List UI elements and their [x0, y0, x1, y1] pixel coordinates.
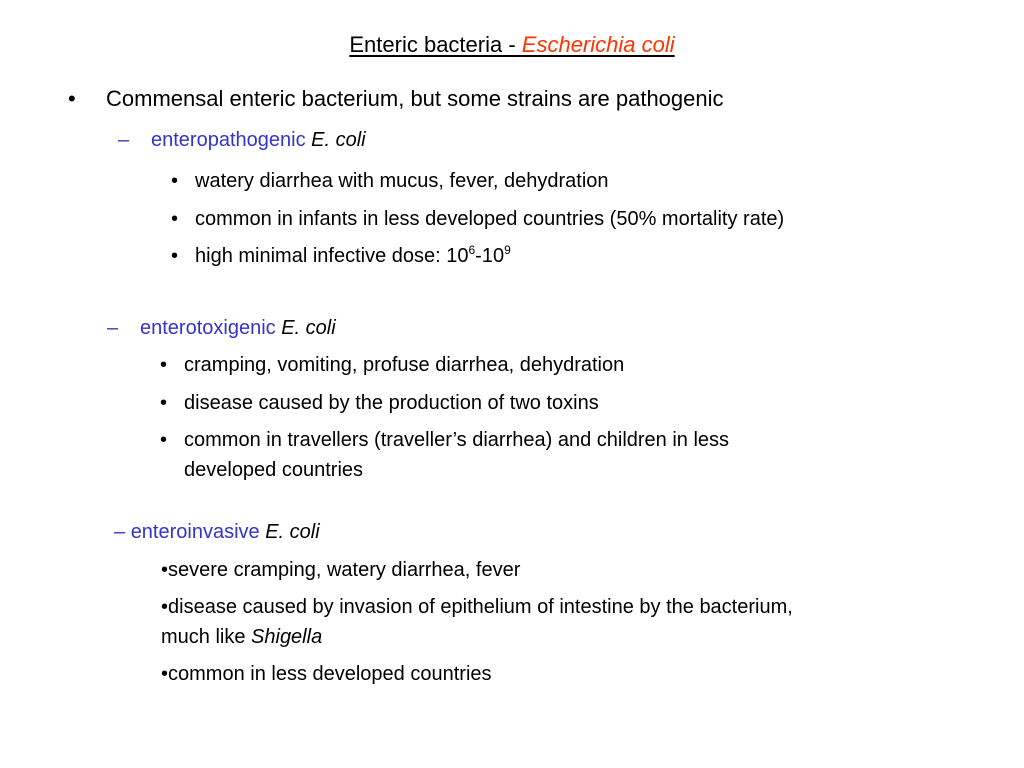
enteropathogenic-bullet-2: common in infants in less developed countries (50% mortality rate)	[195, 208, 785, 230]
enteroinvasive-species: E. coli	[265, 521, 320, 543]
enteroinvasive-heading	[114, 518, 320, 546]
enteropathogenic-heading	[151, 126, 366, 154]
enteroinvasive-bullet-1: •severe cramping, watery diarrhea, fever	[161, 559, 521, 581]
title-species: Escherichia coli	[521, 32, 675, 57]
enteropathogenic-dash: –	[118, 129, 130, 151]
sub-bullet-icon: •	[171, 170, 179, 192]
dose-exponent-1: 6	[468, 243, 476, 257]
enterotoxigenic-heading	[140, 314, 336, 342]
shigella-prefix: much like	[161, 626, 252, 648]
intro-bullet-icon: •	[68, 86, 76, 111]
enterotoxigenic-dash: –	[107, 317, 119, 339]
enteropathogenic-species: E. coli	[311, 129, 366, 151]
enteroinvasive-bullet-2-line-1: •disease caused by invasion of epithelium of intestine by the bacterium,	[161, 596, 793, 618]
dose-exponent-2: 9	[504, 243, 511, 257]
enteroinvasive-bullet-3: •common in less developed countries	[161, 663, 492, 685]
enterotoxigenic-bullet-3-line-2: developed countries	[184, 459, 364, 481]
intro-text: Commensal enteric bacterium, but some strains are pathogenic	[106, 86, 724, 111]
sub-bullet-icon: •	[160, 392, 168, 414]
enteroinvasive-name: enteroinvasive	[130, 521, 260, 543]
dose-text: high minimal infective dose: 10	[195, 245, 469, 267]
enterotoxigenic-bullet-2: disease caused by the production of two toxins	[184, 392, 599, 414]
enterotoxigenic-bullet-1: cramping, vomiting, profuse diarrhea, dehydration	[184, 354, 625, 376]
enterotoxigenic-name: enterotoxigenic	[140, 317, 276, 339]
title-prefix: Enteric bacteria -	[349, 32, 522, 57]
enteropathogenic-bullet-1: watery diarrhea with mucus, fever, dehydration	[195, 170, 609, 192]
enteroinvasive-bullet-2-line-2	[161, 623, 322, 651]
dose-separator: -10	[475, 245, 505, 267]
enteropathogenic-name: enteropathogenic	[151, 129, 306, 151]
enteropathogenic-infective-dose	[195, 242, 511, 270]
slide-title	[0, 30, 1024, 60]
sub-bullet-icon: •	[171, 208, 179, 230]
enterotoxigenic-species: E. coli	[281, 317, 336, 339]
sub-bullet-icon: •	[160, 354, 168, 376]
sub-bullet-icon: •	[160, 429, 168, 451]
sub-bullet-icon: •	[171, 245, 179, 267]
enterotoxigenic-bullet-3-line-1: common in travellers (traveller’s diarrhea) and children in less	[184, 429, 730, 451]
enteroinvasive-dash: –	[114, 521, 131, 543]
shigella-name: Shigella	[251, 626, 323, 648]
